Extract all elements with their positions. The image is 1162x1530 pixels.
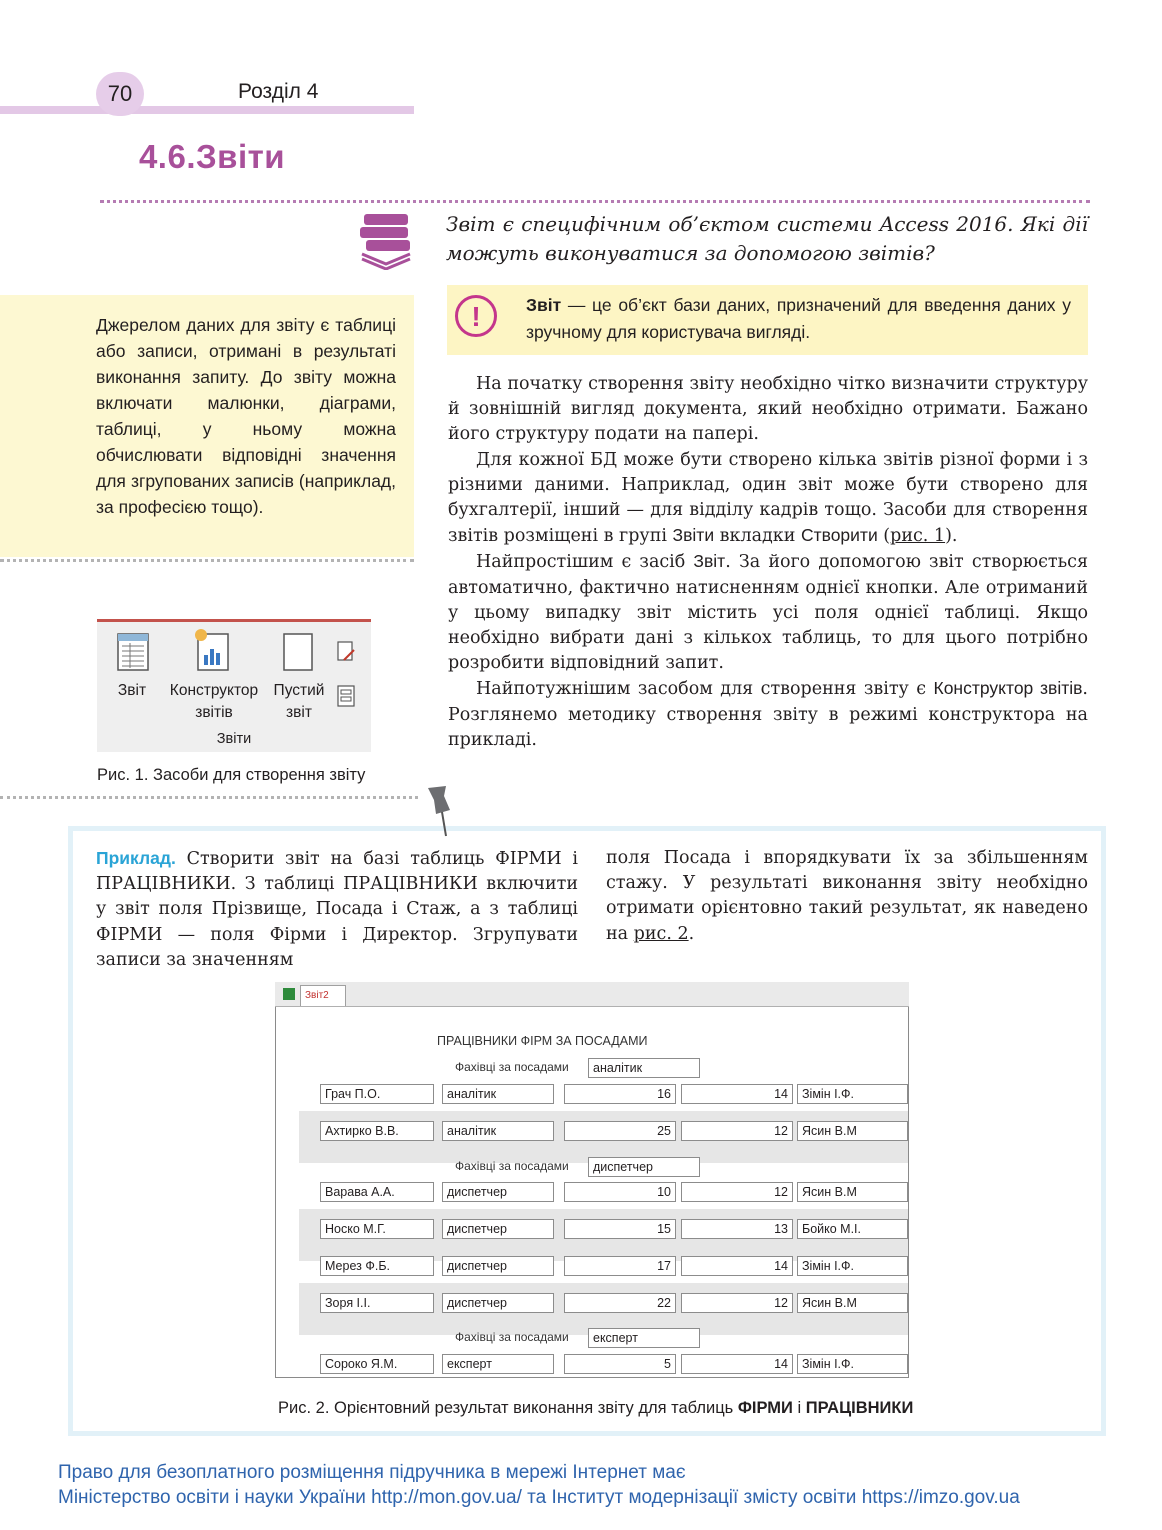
example-text-col1: Приклад. Створити звіт на базі таблиць ФІРМИ і ПРАЦІВНИКИ. З таблиці ПРАЦІВНИКИ включити у звіт поля Прізвище, Посада і Стаж, а з таблиці ФІРМИ — поля Фірми і Директор. Згрупувати записи за значенням: [96, 848, 578, 970]
report-cell-name: Ахтирко В.В.: [320, 1121, 434, 1141]
group-header-label: Фахівці за посадами: [455, 1159, 569, 1173]
report-cell-position: диспетчер: [442, 1293, 554, 1313]
group-header-value: аналітик: [588, 1058, 700, 1078]
report-cell-director: Зімін І.Ф.: [797, 1256, 908, 1276]
report-cell-position: аналітик: [442, 1084, 554, 1104]
pushpin-icon: [420, 782, 460, 840]
example-label: Приклад.: [96, 848, 176, 868]
definition-term: Звіт: [526, 295, 562, 315]
footer-line-2[interactable]: Міністерство освіти і науки України http://mon.gov.ua/ та Інститут модернізації змісту освіти https://imzo.gov.ua: [58, 1487, 1020, 1508]
sidebar-note: Джерелом даних для звіту є таблиці або записи, отримані в результаті виконання запиту. До звіту можна включати малюнки, діаграми, таблиці, у ньому можна обчислювати відповідні значення для згрупованих записів (наприклад, за професією тощо).: [96, 315, 396, 517]
report-tab-bar: [275, 982, 909, 1007]
group-header-value: експерт: [588, 1328, 700, 1348]
group-header-value: диспетчер: [588, 1157, 700, 1177]
definition-text: Звіт — це об’єкт бази даних, призначений для введення даних у зручному для користувача вигляді.: [526, 295, 1071, 342]
paragraph-3: Найпростішим є засіб Звіт. За його допомогою звіт створюється автоматично, фактично натисненням однієї кнопки. Але отриманий у цьому випадку звіт містить усі поля однієї таблиці. Якщо необхідно вибрати дані з кількох таблиць, то для цього потрібно розробити відповідний запит.: [448, 551, 1088, 674]
report-cell-b: 13: [681, 1219, 793, 1239]
exclamation-icon: !: [455, 295, 497, 337]
report-cell-b: 14: [681, 1084, 793, 1104]
blank-report-icon: [281, 632, 315, 672]
figure1-link[interactable]: рис. 1: [890, 526, 946, 547]
report-cell-position: диспетчер: [442, 1182, 554, 1202]
intro-question: Звіт є специфічним об’єктом системи Access 2016. Які дії можуть виконуватися за допомогою звітів?: [446, 212, 1088, 265]
paragraph-1: На початку створення звіту необхідно чітко визначити структуру й зовнішній вигляд документа, який необхідно отримати. Бажано його структуру подати на папері.: [448, 374, 1088, 445]
report-cell-b: 12: [681, 1293, 793, 1313]
report-cell-a: 16: [564, 1084, 676, 1104]
report-cell-director: Ясин В.М: [797, 1182, 908, 1202]
report-cell-b: 14: [681, 1354, 793, 1374]
body-text: [448, 372, 1088, 753]
report-cell-director: Ясин В.М: [797, 1121, 908, 1141]
page-number: 70: [96, 72, 144, 116]
report-cell-director: Зімін І.Ф.: [797, 1354, 908, 1374]
section-name: Звіти: [196, 138, 286, 175]
report-cell-name: Мерез Ф.Б.: [320, 1256, 434, 1276]
report-cell-position: експерт: [442, 1354, 554, 1374]
report-cell-b: 12: [681, 1182, 793, 1202]
sidebar-divider: [0, 559, 414, 562]
report-cell-director: Зімін І.Ф.: [797, 1084, 908, 1104]
labels-icon: [336, 684, 356, 708]
report-cell-a: 5: [564, 1354, 676, 1374]
report-cell-a: 15: [564, 1219, 676, 1239]
ribbon-group-label: Звіти: [216, 731, 252, 747]
blank-report-button[interactable]: Пустий звіт: [273, 682, 325, 721]
section-number: 4.6.: [138, 138, 196, 175]
report-cell-name: Зоря І.І.: [320, 1293, 434, 1313]
figure2-caption: Рис. 2. Орієнтовний результат виконання звіту для таблиць ФІРМИ і ПРАЦІВНИКИ: [278, 1399, 914, 1417]
report-designer-icon: [192, 627, 232, 672]
report-cell-b: 12: [681, 1121, 793, 1141]
paragraph-4: Найпотужнішим засобом для створення звіту є Конструктор звітів. Розглянемо методику створення звіту в режимі конструктора на прикладі.: [448, 678, 1088, 750]
report-icon: [116, 632, 150, 672]
report-cell-name: Грач П.О.: [320, 1084, 434, 1104]
report-cell-a: 10: [564, 1182, 676, 1202]
figure1-caption: Рис. 1. Засоби для створення звіту: [97, 766, 366, 784]
report-cell-position: диспетчер: [442, 1256, 554, 1276]
report-cell-position: аналітик: [442, 1121, 554, 1141]
report-cell-director: Ясин В.М: [797, 1293, 908, 1313]
chapter-label: Розділ 4: [238, 80, 319, 103]
report-cell-name: Сороко Я.М.: [320, 1354, 434, 1374]
figure1-divider: [0, 796, 418, 799]
report-title: ПРАЦІВНИКИ ФІРМ ЗА ПОСАДАМИ: [437, 1034, 648, 1048]
group-header-label: Фахівці за посадами: [455, 1330, 569, 1344]
report-wizard-icon: [336, 640, 356, 664]
report-cell-position: диспетчер: [442, 1219, 554, 1239]
section-title: [104, 138, 285, 176]
report-tab[interactable]: Звіт2: [300, 985, 346, 1006]
report-designer-button[interactable]: Конструктор звітів: [169, 682, 259, 721]
report-cell-a: 22: [564, 1293, 676, 1313]
footer-line-1: Право для безоплатного розміщення підручника в мережі Інтернет має: [58, 1462, 686, 1483]
paragraph-2: Для кожної БД може бути створено кілька звітів різної форми і з різними даними. Наприклад, один звіт може бути створено для бухгалтерії, інший — для відділу кадрів тощо. Засоби для створення звітів розміщені в групі Звіти вкладки Створити (рис. 1).: [448, 449, 1088, 547]
report-cell-director: Бойко М.І.: [797, 1219, 908, 1239]
books-icon: [358, 212, 414, 270]
example-text-col2: поля Посада і впорядкувати їх за збільшенням стажу. У результаті виконання звіту необхідно отримати орієнтовно такий результат, як наведено на рис. 2.: [606, 848, 1088, 944]
section-divider: [100, 200, 1090, 203]
report-cell-b: 14: [681, 1256, 793, 1276]
report-cell-name: Варава А.А.: [320, 1182, 434, 1202]
group-header-label: Фахівці за посадами: [455, 1060, 569, 1074]
header-bar: [0, 106, 414, 114]
report-cell-name: Носко М.Г.: [320, 1219, 434, 1239]
report-cell-a: 25: [564, 1121, 676, 1141]
report-tab-icon: [283, 988, 295, 1000]
footer-rights: [58, 1460, 1020, 1510]
report-button[interactable]: Звіт: [117, 682, 147, 699]
report-cell-a: 17: [564, 1256, 676, 1276]
figure2-link[interactable]: рис. 2: [633, 923, 689, 944]
